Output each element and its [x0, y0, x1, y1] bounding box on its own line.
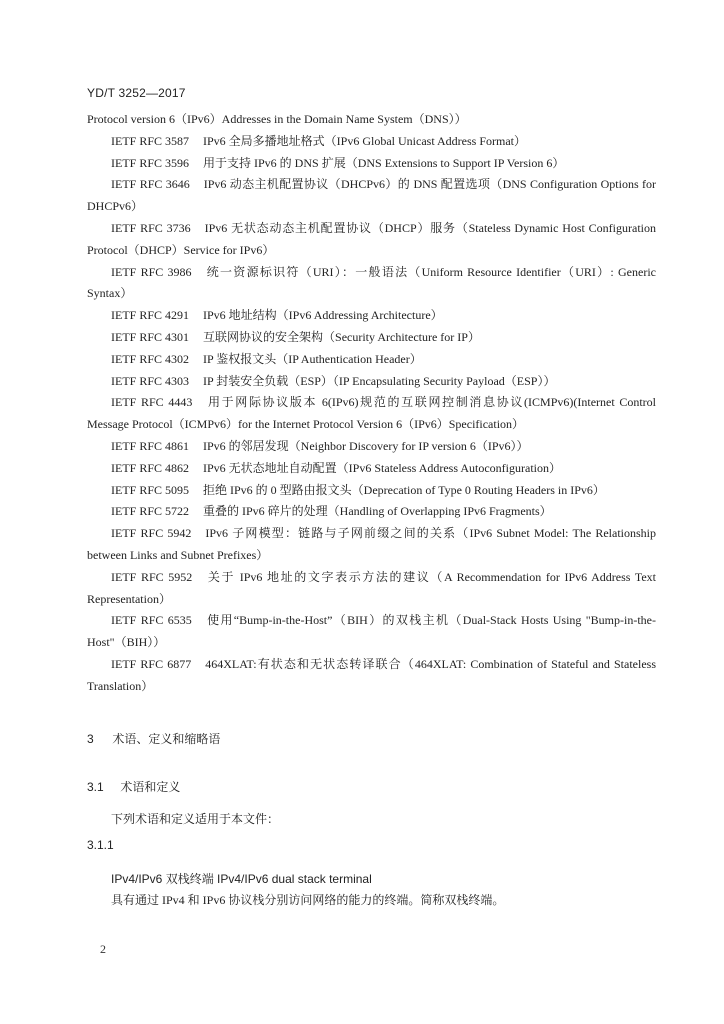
reference-id: IETF RFC 4443	[111, 395, 193, 410]
section-title: 术语、定义和缩略语	[112, 732, 221, 746]
reference-entry	[87, 501, 656, 523]
reference-text: 互联网协议的安全架构（Security Architecture for IP）	[203, 329, 480, 344]
reference-id: IETF RFC 4862	[111, 460, 190, 475]
reference-id: IETF RFC 3736	[111, 220, 191, 235]
reference-entry	[87, 480, 656, 502]
reference-id: IETF RFC 5942	[111, 526, 192, 541]
reference-text: IPv6 的邻居发现（Neighbor Discovery for IP version 6（IPv6））	[203, 438, 529, 453]
reference-text: IPv6 地址结构（IPv6 Addressing Architecture）	[203, 308, 443, 323]
reference-entry	[87, 371, 656, 393]
section-heading	[87, 730, 220, 747]
reference-text: 统一资源标识符（URI）：一般语法（Uniform Resource Identifier（URI）: Generic Syntax）	[87, 264, 656, 301]
reference-entry	[87, 610, 656, 654]
reference-entry	[87, 327, 656, 349]
reference-entry	[87, 458, 656, 480]
reference-text: 用于网际协议版本 6(IPv6)规范的互联网控制消息协议(ICMPv6)(Internet Control Message Protocol（ICMPv6）for the Internet Protocol Version 6（IPv6）Specification）	[87, 395, 656, 432]
term-name: IPv4/IPv6 双栈终端 IPv4/IPv6 dual stack terminal	[111, 872, 372, 886]
reference-text: 关于 IPv6 地址的文字表示方法的建议（A Recommendation for IPv6 Address Text Representation）	[87, 569, 656, 606]
reference-text: IPv6 动态主机配置协议（DHCPv6）的 DNS 配置选项（DNS Configuration Options for DHCPv6）	[87, 177, 656, 214]
section-number: 3	[87, 732, 94, 746]
subsection-heading	[87, 778, 180, 795]
reference-id: IETF RFC 5952	[111, 569, 193, 584]
reference-id: IETF RFC 5722	[111, 504, 190, 519]
reference-id: IETF RFC 5095	[111, 482, 190, 497]
subsection-title: 术语和定义	[120, 780, 181, 794]
reference-id: IETF RFC 3596	[111, 155, 190, 170]
reference-entry	[87, 109, 656, 131]
term-number: 3.1.1	[87, 838, 114, 852]
page-number: 2	[100, 942, 106, 956]
reference-text: 拒绝 IPv6 的 0 型路由报文头（Deprecation of Type 0 Routing Headers in IPv6）	[203, 482, 605, 497]
reference-text: 使用“Bump-in-the-Host”（BIH）的双栈主机（Dual-Stack Hosts Using "Bump-in-the-Host"（BIH））	[87, 613, 656, 650]
reference-id: IETF RFC 3587	[111, 133, 190, 148]
reference-text: 用于支持 IPv6 的 DNS 扩展（DNS Extensions to Support IP Version 6）	[203, 155, 565, 170]
reference-entry	[87, 567, 656, 611]
reference-text: IPv6 无状态地址自动配置（IPv6 Stateless Address Autoconfiguration）	[203, 460, 562, 475]
reference-text: IP 鉴权报文头（IP Authentication Header）	[203, 351, 422, 366]
reference-text: IPv6 子网模型：链路与子网前缀之间的关系（IPv6 Subnet Model: The Relationship between Links and Subnet Prefixes）	[87, 526, 656, 562]
normative-references-list	[87, 109, 656, 698]
reference-entry	[87, 654, 656, 698]
reference-text: Protocol version 6（IPv6）Addresses in the Domain Name System（DNS））	[87, 112, 467, 126]
reference-id: IETF RFC 4291	[111, 308, 190, 323]
reference-id: IETF RFC 6877	[111, 656, 192, 671]
reference-entry	[87, 131, 656, 153]
reference-id: IETF RFC 4301	[111, 329, 190, 344]
subsection-number: 3.1	[87, 780, 104, 794]
reference-id: IETF RFC 4302	[111, 351, 190, 366]
reference-id: IETF RFC 3646	[111, 177, 190, 192]
term-definition: 具有通过 IPv4 和 IPv6 协议栈分别访问网络的能力的终端。简称双栈终端。	[111, 893, 505, 907]
reference-text: IP 封装安全负载（ESP）（IP Encapsulating Security Payload（ESP））	[203, 373, 556, 388]
reference-text: IPv6 无状态动态主机配置协议（DHCP）服务（Stateless Dynamic Host Configuration Protocol（DHCP）Service for IPv6）	[87, 220, 656, 257]
reference-entry	[87, 349, 656, 371]
intro-sentence: 下列术语和定义适用于本文件：	[111, 812, 280, 826]
reference-entry	[87, 218, 656, 262]
reference-entry	[87, 392, 656, 436]
reference-text: IPv6 全局多播地址格式（IPv6 Global Unicast Address Format）	[203, 133, 527, 148]
reference-id: IETF RFC 4303	[111, 373, 190, 388]
reference-id: IETF RFC 6535	[111, 613, 192, 628]
reference-id: IETF RFC 4861	[111, 438, 190, 453]
reference-entry	[87, 174, 656, 218]
reference-id: IETF RFC 3986	[111, 264, 192, 279]
reference-entry	[87, 523, 656, 567]
reference-entry	[87, 262, 656, 306]
reference-entry	[87, 305, 656, 327]
reference-entry	[87, 153, 656, 175]
reference-text: 重叠的 IPv6 碎片的处理（Handling of Overlapping IPv6 Fragments）	[203, 504, 552, 519]
reference-text: 464XLAT:有状态和无状态转译联合（464XLAT: Combination of Stateful and Stateless Translation）	[87, 656, 656, 693]
reference-entry	[87, 436, 656, 458]
document-id-header: YD/T 3252—2017	[87, 86, 186, 100]
